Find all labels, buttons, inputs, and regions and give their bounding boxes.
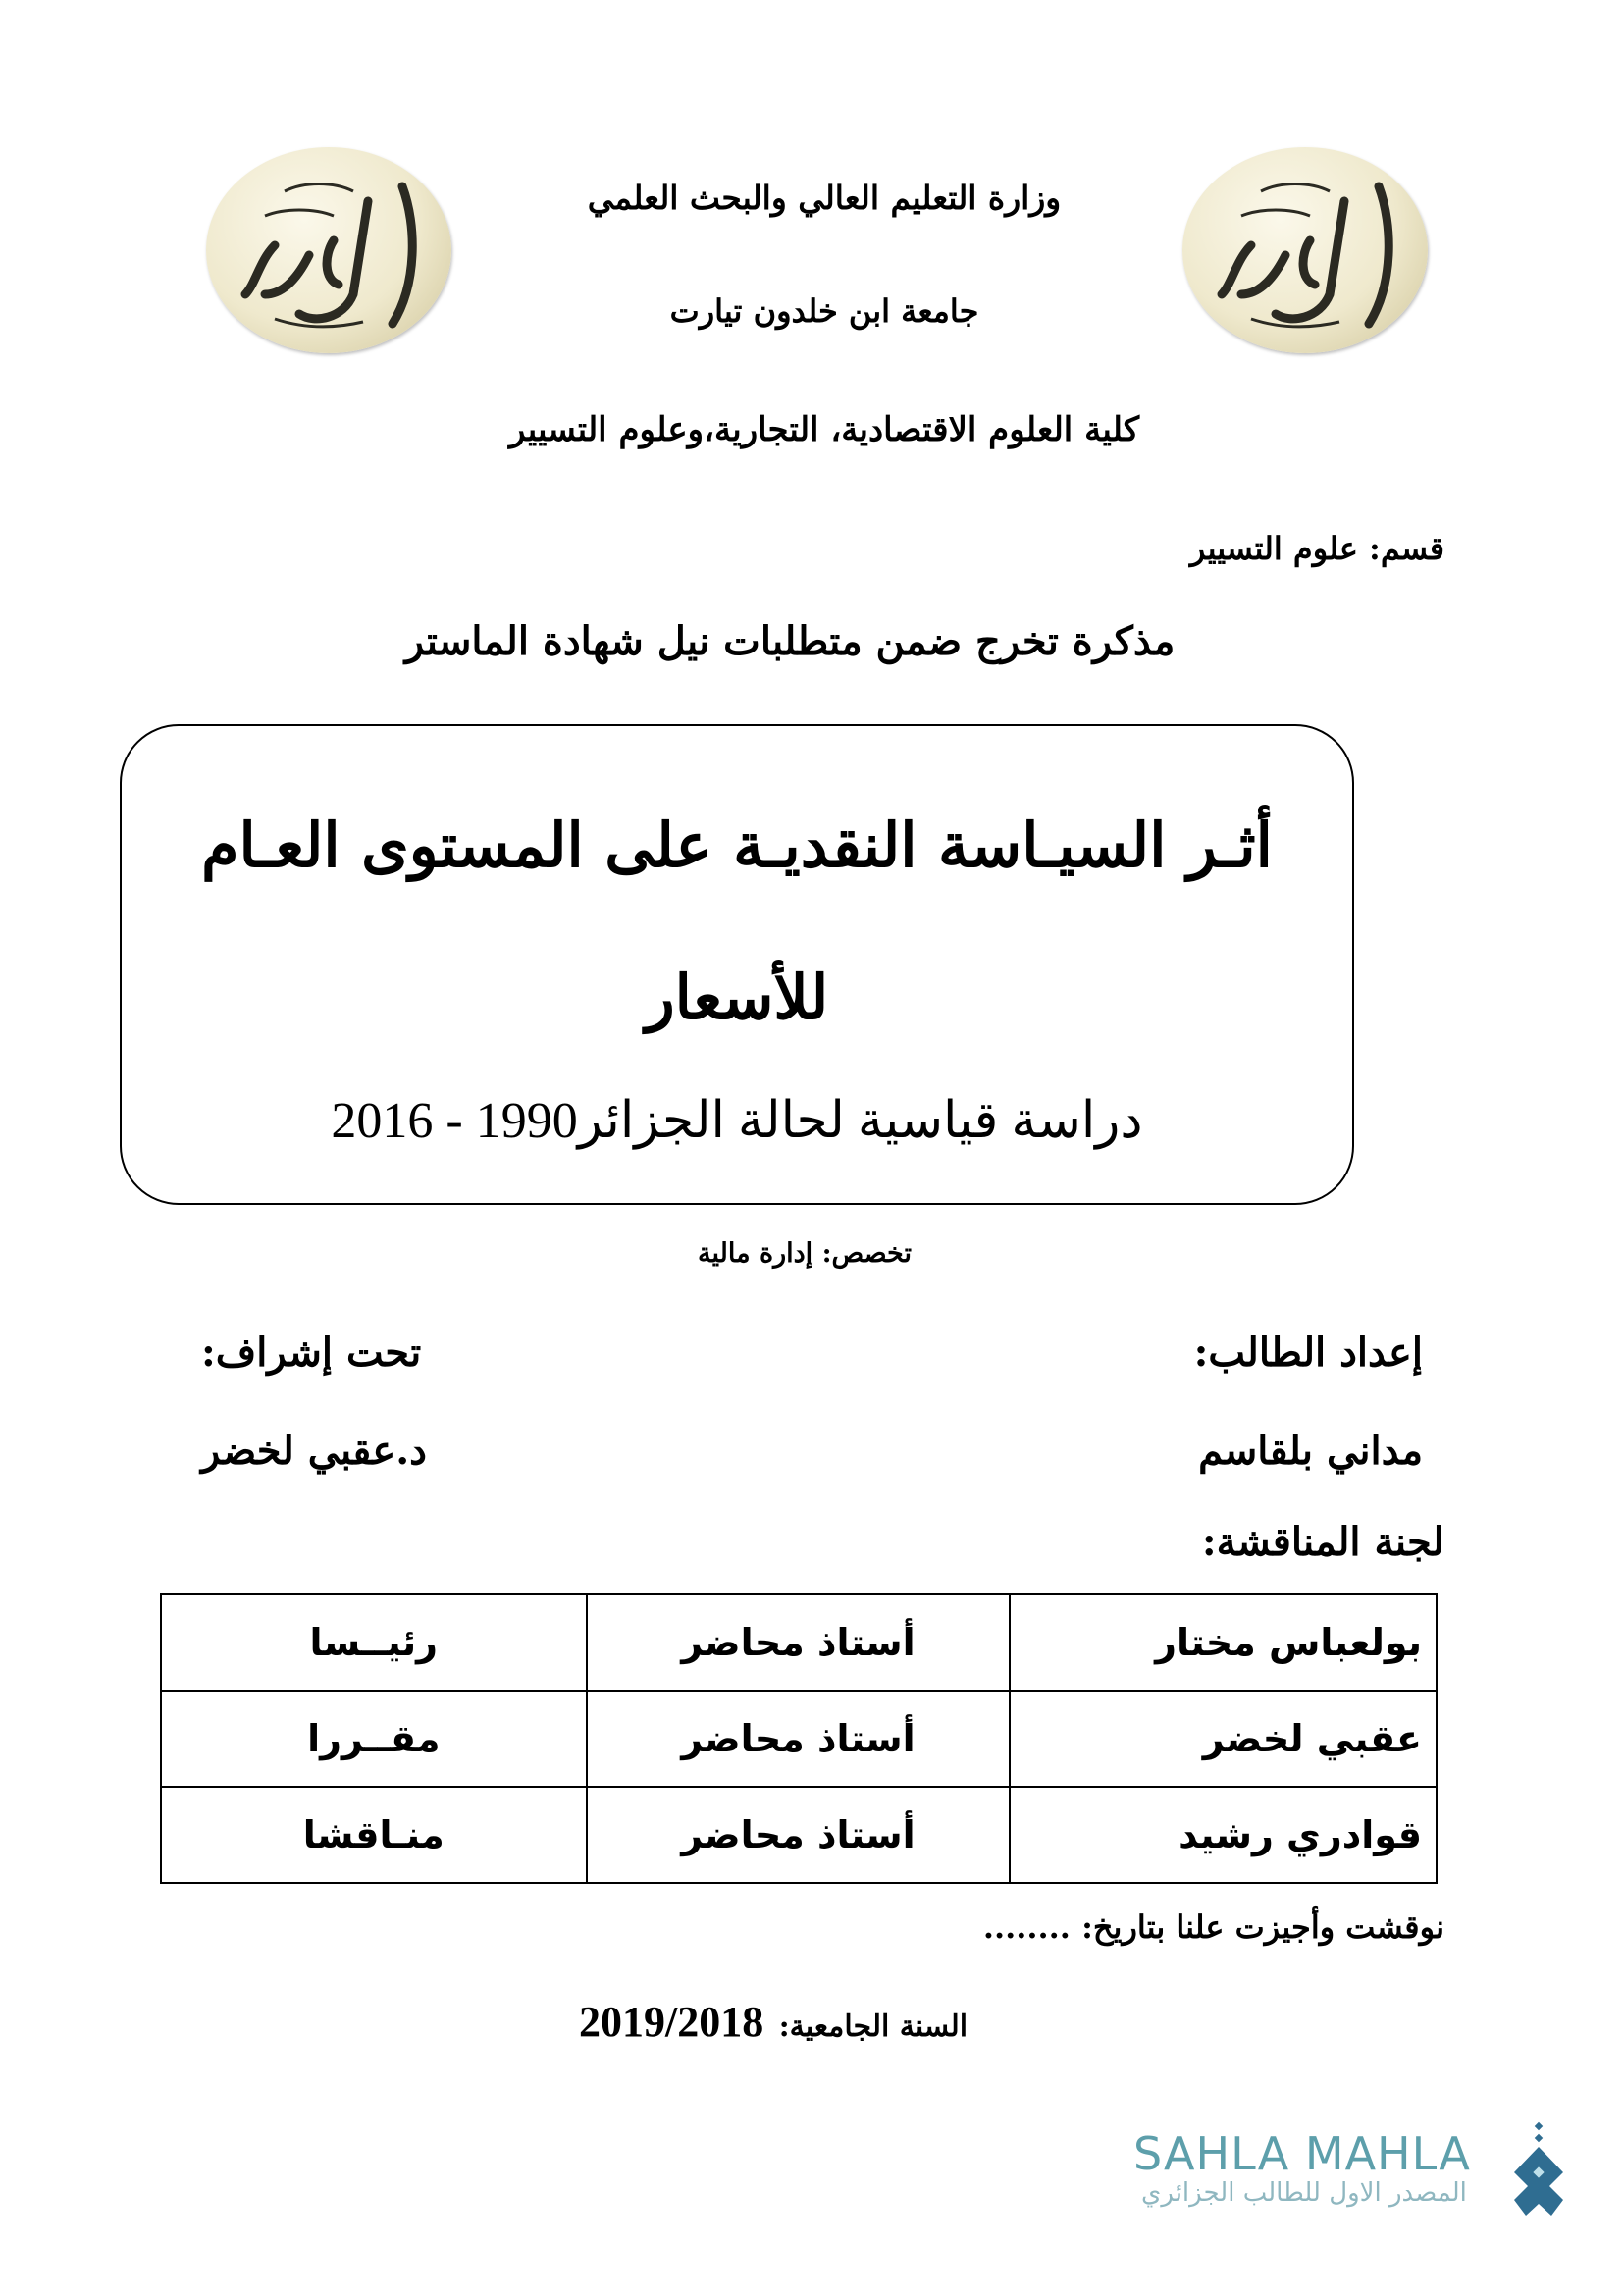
thesis-title-line-2: للأسعار (645, 962, 829, 1033)
academic-year-label: السنة الجامعية: (778, 2009, 969, 2044)
thesis-title-line-1: أثـر السيـاسة النقديـة على المستوى العـام (201, 809, 1273, 881)
member-rank: أستاذ محاضر (587, 1594, 1011, 1691)
table-row (161, 1691, 1437, 1787)
calligraphy-logo-icon (206, 147, 451, 353)
member-rank: أستاذ محاضر (587, 1691, 1011, 1787)
sahla-mahla-logo-icon (1508, 2121, 1569, 2219)
thesis-subtitle: دراسة قياسية لحالة الجزائر1990 - 2016 (331, 1093, 1143, 1149)
table-row (161, 1594, 1437, 1691)
supervisor-label: تحت إشراف: (201, 1330, 422, 1376)
ministry-name: وزارة التعليم العالي والبحث العلمي (587, 179, 1062, 217)
academic-year-value: 2019/2018 (579, 1998, 764, 2046)
calligraphy-logo-icon (1182, 147, 1428, 353)
member-rank: أستاذ محاضر (587, 1787, 1011, 1883)
defense-date: نوقشت وأجيزت علنا بتاريخ: ........ (982, 1908, 1444, 1946)
member-name: عقبي لخضر (1010, 1691, 1437, 1787)
committee-label: لجنة المناقشة: (1201, 1519, 1444, 1565)
specialization: تخصص: إدارة مالية (698, 1238, 912, 1269)
academic-year (579, 1997, 968, 2047)
thesis-purpose: مذكرة تخرج ضمن متطلبات نيل شهادة الماستر (404, 618, 1176, 664)
table-row (161, 1787, 1437, 1883)
member-name: قوادري رشيد (1010, 1787, 1437, 1883)
university-logo-left (206, 147, 451, 353)
sahla-mahla-watermark (1133, 2127, 1565, 2220)
thesis-title-box (120, 724, 1354, 1205)
watermark-tagline: المصدر الاول للطالب الجزائري (1141, 2178, 1467, 2208)
supervisor-name: د.عقبي لخضر (201, 1428, 427, 1474)
member-role: رئيــسا (161, 1594, 587, 1691)
university-logo-right (1182, 147, 1428, 353)
student-label: إعداد الطالب: (1193, 1330, 1423, 1376)
member-name: بولعباس مختار (1010, 1594, 1437, 1691)
faculty-name: كلية العلوم الاقتصادية، التجارية،وعلوم التسيير (508, 410, 1140, 449)
committee-table (160, 1593, 1438, 1884)
university-name: جامعة ابن خلدون تيارت (669, 292, 979, 330)
member-role: منـاقشا (161, 1787, 587, 1883)
member-role: مقــررا (161, 1691, 587, 1787)
watermark-brand: SAHLA MAHLA (1133, 2127, 1471, 2180)
department-name: قسم: علوم التسيير (1189, 530, 1444, 567)
student-name: مداني بلقاسم (1198, 1428, 1423, 1474)
